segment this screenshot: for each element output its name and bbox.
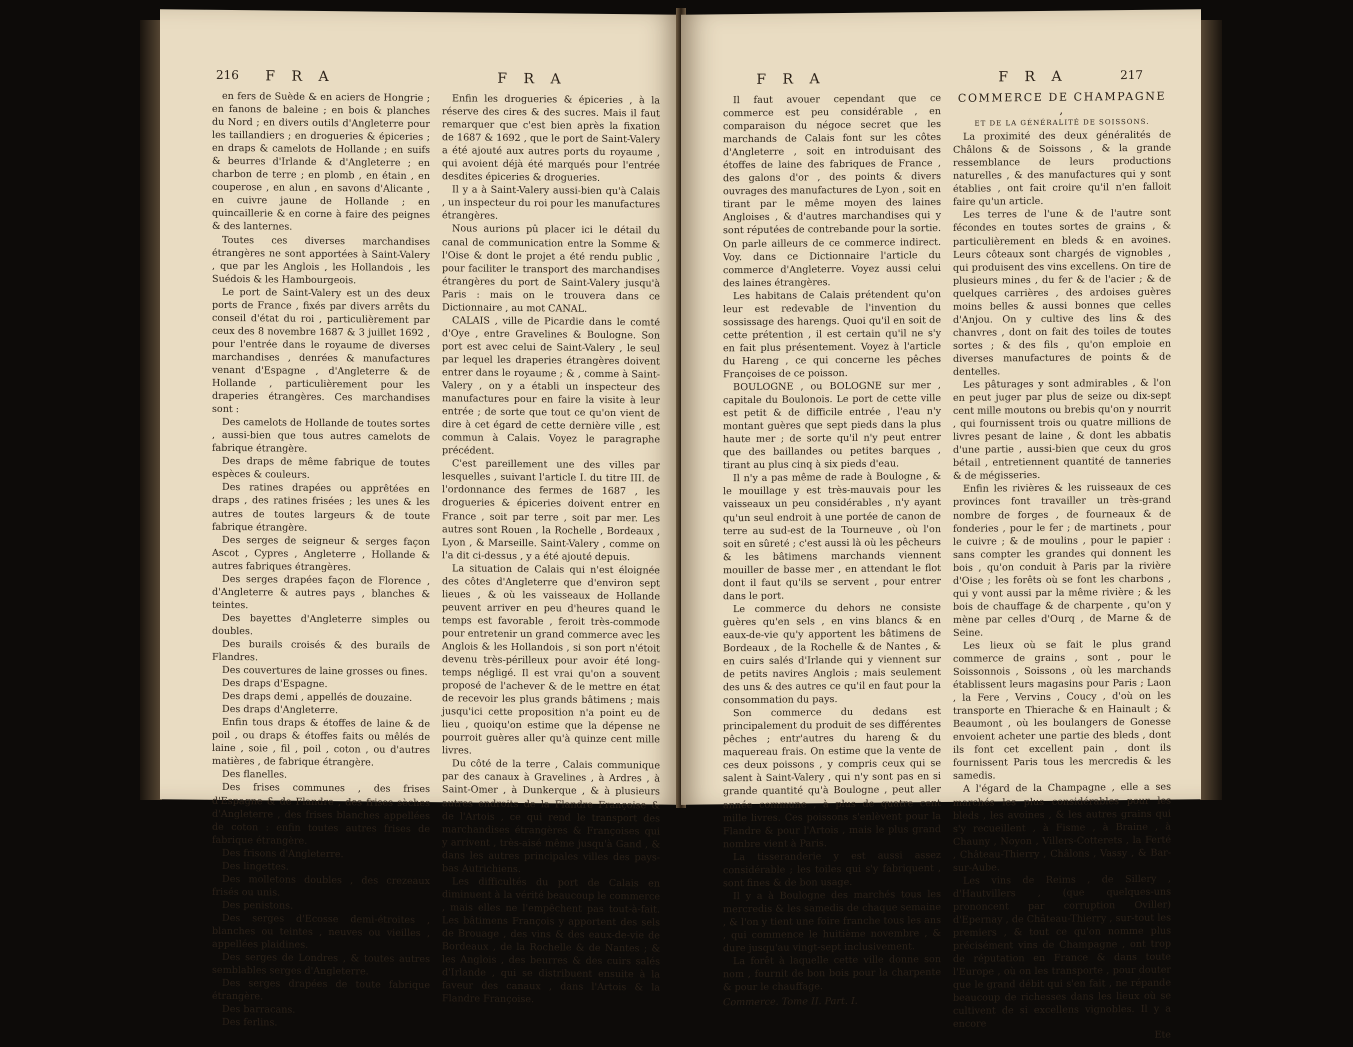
paragraph: Des serges de Londres , & toutes autres semblables serges d'Angleterre.: [212, 952, 430, 978]
paragraph: Des serges de seigneur & serges façon Ascot , Cypres , Angleterre , Hollande & autres fabriques étrangères.: [212, 534, 430, 573]
left-page: [160, 9, 680, 1029]
right-head-col2: F R A: [998, 68, 1068, 86]
volume-footer: Commerce. Tome II. Part. I.: [723, 996, 858, 1009]
paragraph: Du côté de la terre , Calais communique par des canaux à Gravelines , à Ardres , à Saint-Omer , à Dunkerque , & à plusieurs autres endroits de la Flandre Françoise & de l'Artois , ce qui rend le transport des marchandises étrangères & Françoises qui y arrivent , très-aisé même jusqu'à Gand , & dans les autres principales villes des pays-bas Autrichiens.: [442, 758, 660, 875]
paragraph: La situation de Calais qui n'est éloignée des côtes d'Angleterre que d'environ sept lieues , & où les vaisseaux de Hollande peuvent arriver en peu d'heures quand le temps est favorable , feroit très-commode pour entretenir un grand commerce avec les Anglois & les Hollandois , si son port n'étoit devenu très-périlleux pour avoir été long-temps négligé. Il est vrai qu'on a souvent proposé de l'achever & de le mettre en état de recevoir les plus grands bâtimens ; mais jusqu'ici cette proposition n'a point eu de lieu , quoiqu'on estime que la dépense ne pourroit guères aller qu'à quinze cent mille livres.: [442, 563, 660, 757]
paragraph: Les lieux où se fait le plus grand commerce de grains , sont , pour le Soissonnois , Soissons , où les marchands établissent leurs magasins pour Paris ; Laon , la Fere , Vervins , Coucy , d'où on les transporte en Thierache & en Hainault ; & Beaumont , où les boulangers de Gonesse envoient acheter une partie des bleds , dont ils font cet excellent pain , dont ils fournissent Paris tous les mercredis & les samedis.: [953, 638, 1171, 783]
paragraph: Enfin les drogueries & épiceries , à la réserve des cires & des sucres. Mais il faut remarquer que c'est bien après la fixation de 1687 & 1692 , que le port de Saint-Valery a été ajouté aux autres ports du royaume , qui avoient déjà été marqués pour l'entrée desdites épiceries & drogueries.: [442, 93, 660, 185]
left-head-col1: F R A: [265, 68, 335, 86]
paragraph: Enfin les rivières & les ruisseaux de ces provinces font travailler un très-grand nombre de forges , de fourneaux & de fonderies , pour le fer ; de martinets , pour le cuivre ; & de moulins , pour le papier : sans compter les grandes qui donnent les bois , qu'on conduit à Paris par la rivière d'Oise ; les forêts où se font les charbons , qui y vont aussi par la même rivière ; & les bois de chauffage & de charpente , qu'on y mène par celles d'Ourq , de Marne & de Seine.: [953, 481, 1171, 639]
right-page-number: 217: [1120, 67, 1143, 83]
paragraph: Les difficultés du port de Calais en diminuent à la vérité beaucoup le commerce , mais elles ne l'empêchent pas tout-à-fait. Les bâtimens François y apportent des sels de Brouage , des vins & des eaux-de-vie de Bordeaux , de la Rochelle & de Nantes ; & les Anglois , des beurres & des cuirs salés d'Irlande , qui se distribuent ensuite à la faveur des canaux , dans l'Artois & la Flandre Françoise.: [442, 876, 660, 1006]
paragraph: Des couvertures de laine grosses ou fines.: [222, 664, 428, 679]
section-subtitle: ET DE LA GÉNÉRALITÉ DE SOISSONS.: [974, 117, 1150, 128]
paragraph: La proximité des deux généralités de Châlons & de Soissons , & la grande ressemblance de leurs productions naturelles , & des manufactures qui y sont établies , ont fait croire qu'il n'en falloit faire qu'un article.: [953, 129, 1171, 209]
paragraph: Des lingettes.: [222, 860, 289, 873]
paragraph: Des molletons doubles , des crezeaux frisés ou unis.: [212, 873, 430, 899]
paragraph: Des draps d'Angleterre.: [222, 704, 339, 717]
left-page-edge: [140, 20, 162, 800]
paragraph: Des frises communes , des frises d'Espagne & de Flandre , des frises sèches d'Angleterre , des frises blanches appellées de coton : enfin toutes autres frises de fabrique étrangère.: [212, 782, 430, 847]
section-title: COMMERCE DE CHAMPAGNE ,: [957, 89, 1167, 117]
right-running-head: [681, 67, 1201, 90]
catchword: Ete: [1154, 1029, 1171, 1042]
right-column-2-body: [953, 129, 1171, 1032]
paragraph: BOULOGNE , ou BOLOGNE sur mer , capitale du Boulonois. Le port de cette ville est petit & de difficile entrée , l'eau n'y montant guères que sept pieds dans la plus haute mer ; de sorte qu'il n'y peut entrer que des baillandes ou petites barques , tirant au plus cinq à six pieds d'eau.: [723, 380, 941, 472]
right-column-1-body: [723, 92, 941, 995]
paragraph: Des draps de même fabrique de toutes espèces & couleurs.: [212, 456, 430, 482]
paragraph: Il y a à Boulogne des marchés tous les mercredis & les samedis de chaque semaine , & l'on y tient une foire franche tous les ans , qui commence le huitième novembre , & dure jusqu'au vingt-sept inclusivement.: [723, 888, 941, 955]
paragraph: CALAIS , ville de Picardie dans le comté d'Oye , entre Gravelines & Boulogne. Son port est avec celui de Saint-Valery , le seul par lequel les draperies étrangères doivent entrer dans le royaume ; & , comme à Saint-Valery , on y a établi un inspecteur des manufactures pour en faire la visite à leur entrée ; de sorte que tout ce qu'on vient de dire à cet égard de cette dernière ville , est commun à Calais. Voyez le paragraphe précédent.: [442, 315, 660, 458]
left-running-head: [160, 67, 680, 90]
paragraph: Des draps d'Espagne.: [222, 678, 328, 691]
paragraph: A l'égard de la Champagne , elle a ses marchés les plus considérables pour les bleds , les avoines , & les autres grains qui s'y recueillent , à Fisme , à Braine , à Chauny , Noyon , Villers-Cotterets , la Ferté , Château-Thierry , Châlons , Vassy , & Bar-sur-Aube.: [953, 782, 1171, 874]
paragraph: Les pâturages y sont admirables , & l'on en peut juger par plus de seize ou dix-sept cent mille moutons ou brebis qu'on y nourrit , qui fournissent trois ou quatre millions de livres pesant de laine , & dont les abbatis d'une partie , aussi-bien que ceux du gros bétail , entretiennent quantité de tanneries & de mégisseries.: [953, 377, 1171, 483]
paragraph: Des burails croisés & des burails de Flandres.: [212, 638, 430, 664]
paragraph: Des ferlins.: [222, 1017, 278, 1029]
paragraph: Son commerce du dedans est principalement du produit de ses différentes pêches ; entr'autres du hareng & du maquereau frais. On estime que la vente de ces deux poissons , y compris ceux qui se salent à Saint-Valery , qui n'y sont pas en si grande quantité qu'à Boulogne , peut aller année commune , à plus de quatre cent mille livres. Ces poissons s'enlèvent pour la Flandre & pour l'Artois , mais le plus grand nombre vient à Paris.: [723, 706, 941, 850]
right-column-2: [953, 89, 1171, 1042]
left-column-1: [212, 90, 430, 1029]
paragraph: Il faut avouer cependant que ce commerce est peu considérable , en comparaison du négoce secret que les marchands de Calais font sur les côtes d'Angleterre , soit en introduisant des étoffes de laine des fabriques de France , des galons d'or , des points & divers ouvrages des manufactures de Lyon , soit en tirant par le même moyen des laines Angloises , & d'autres marchandises qui y sont réputées de contrebande pour la sortie. On parle ailleurs de ce commerce indirect. Voy. dans ce Dictionnaire l'article du commerce d'Angleterre. Voyez aussi celui des laines étrangères.: [723, 93, 941, 289]
paragraph: Les vins de Reims , de Sillery , d'Hautvillers , (que quelques-uns prononcent par corruption Oviller) d'Epernay , de Château-Thierry , sur-tout les premiers , & tout ce qu'on nomme plus précisément vins de Champagne , ont trop de réputation en France & dans toute l'Europe , où on les transporte , pour douter que le grand débit qui s'en fait , ne répande beaucoup de richesses dans les lieux où se cultivent de si excellens vignobles. Il y a encore: [953, 873, 1171, 1031]
paragraph: Des ratines drapées ou apprêtées en draps , des ratines frisées ; les unes & les autres de toutes largeurs & de toute fabrique étrangère.: [212, 482, 430, 534]
paragraph: Les terres de l'une & de l'autre sont fécondes en toutes sortes de grains , & particulièrement en bleds & en avoines. Leurs côteaux sont chargés de vignobles , qui produisent des vins excellens. On tire de plusieurs mines , du fer & de l'acier ; & de quelques carrières , des ardoises guères moins belles & aussi bonnes que celles d'Anjou. On y cultive des lins & des chanvres , dont on fait des toiles de toutes sortes ; & des fils , qu'on emploie en diverses manufactures de points & de dentelles.: [953, 208, 1171, 378]
left-page-number: 216: [216, 67, 239, 83]
paragraph: Des serges d'Ecosse demi-étroites , blanches ou teintes , neuves ou vieilles , appellées plaidines.: [212, 912, 430, 951]
right-page-edge: [1200, 20, 1222, 800]
paragraph: Des draps demi , appellés de douzaine.: [222, 691, 413, 705]
paragraph: Nous aurions pû placer ici le détail du canal de communication entre la Somme & l'Oise & dont le projet a été rendu public , pour faciliter le transport des marchandises étrangères du port de Saint-Valery jusqu'à Paris : mais on le trouvera dans ce Dictionnaire , au mot CANAL.: [442, 223, 660, 315]
paragraph: Des flanelles.: [222, 769, 288, 782]
paragraph: Toutes ces diverses marchandises étrangères ne sont apportées à Saint-Valery , que par les Anglois , les Hollandois , les Suédois & les Hambourgeois.: [212, 234, 430, 286]
paragraph: en fers de Suède & en aciers de Hongrie ; en fanons de baleine ; en bois & planches du Nord ; en divers outils d'Angleterre pour les taillandiers ; en drogueries & épiceries ; en draps & camelots de Hollande ; en suifs & beurres d'Irlande & d'Angleterre ; en charbon de terre ; en plomb , en étain , en couperose , en alun , en savons d'Alicante , en cuivre jaune de Hollande ; en quincaillerie & en corne à faire des peignes & des lanternes.: [212, 90, 430, 234]
right-page: [681, 9, 1201, 1042]
paragraph: Le commerce du dehors ne consiste guères qu'en sels , en vins blancs & en eaux-de-vie qu'y apportent les bâtimens de Bordeaux , de la Rochelle & de Nantes , & en cuirs salés d'Irlande qui y viennent sur de petits navires Anglois ; mais seulement des uns & des autres ce qu'il en faut pour la consommation du pays.: [723, 601, 941, 707]
paragraph: Des serges drapées façon de Florence , d'Angleterre & autres pays , blanches & teintes.: [212, 573, 430, 612]
right-column-1: [723, 92, 941, 1009]
paragraph: Des camelots de Hollande de toutes sortes , aussi-bien que tous autres camelots de fabrique étrangère.: [212, 417, 430, 456]
paragraph: La tisseranderie y est aussi assez considérable ; les toiles qui s'y fabriquent , sont fines & de bon usage.: [723, 849, 941, 890]
paragraph: Des barracans.: [222, 1004, 296, 1016]
paragraph: Il n'y a pas même de rade à Boulogne , & le mouillage y est très-mauvais pour les vaisseaux un peu considérables , n'y ayant qu'un seul endroit à une portée de canon de terre au sud-est de la Tourneuve , où l'on soit en sûreté ; c'est aussi là où les pêcheurs & les bâtimens marchands viennent mouiller de basse mer , en attendant le flot dont il faut qu'ils se servent , pour entrer dans le port.: [723, 471, 941, 603]
paragraph: Enfin tous draps & étoffes de laine & de poil , ou draps & étoffes faits ou mêlés de laine , soie , fil , poil , coton , ou d'autres matières , de fabrique étrangère.: [212, 717, 430, 769]
paragraph: Le port de Saint-Valery est un des deux ports de France , fixés par divers arrêts du conseil d'état du roi , particulièrement par ceux des 8 novembre 1687 & 3 juillet 1692 , pour l'entrée dans le royaume de diverses marchandises , denrées & manufactures venant d'Espagne , d'Angleterre & de Hollande , particulièrement pour les draperies étrangères. Ces marchandises sont :: [212, 286, 430, 416]
paragraph: Des serges drapées de toute fabrique étrangère.: [212, 978, 430, 1003]
paragraph: La forêt à laquelle cette ville donne son nom , fournit de bon bois pour la charpente & pour le chauffage.: [723, 954, 941, 994]
paragraph: Des penistons.: [222, 899, 294, 912]
paragraph: C'est pareillement une des villes par lesquelles , suivant l'article I. du titre III. de l'ordonnance des fermes de 1687 , les drogueries & épiceries doivent entrer en France , soit par terre , soit par mer. Les autres sont Rouen , la Rochelle , Bordeaux , Lyon , & Marseille. Saint-Valery , comme on l'a dit ci-dessus , y a été ajouté depuis.: [442, 458, 660, 563]
right-head-col1: F R A: [756, 71, 826, 88]
paragraph: Des frisons d'Angleterre.: [222, 847, 344, 860]
paragraph: Les habitans de Calais prétendent qu'on leur est redevable de l'invention du sossissage des harengs. Quoi qu'il en soit de cette prétention , il est certain qu'il ne s'y en fait plus présentement. Voyez à l'article du Hareng , ce qui concerne les pêches Françoises de ce poisson.: [723, 288, 941, 381]
paragraph: Des bayettes d'Angleterre simples ou doubles.: [212, 612, 430, 638]
left-column-2: [442, 92, 660, 1006]
paragraph: Il y a à Saint-Valery aussi-bien qu'à Calais , un inspecteur du roi pour les manufactures étrangères.: [442, 184, 660, 223]
left-head-col2: F R A: [497, 70, 567, 88]
